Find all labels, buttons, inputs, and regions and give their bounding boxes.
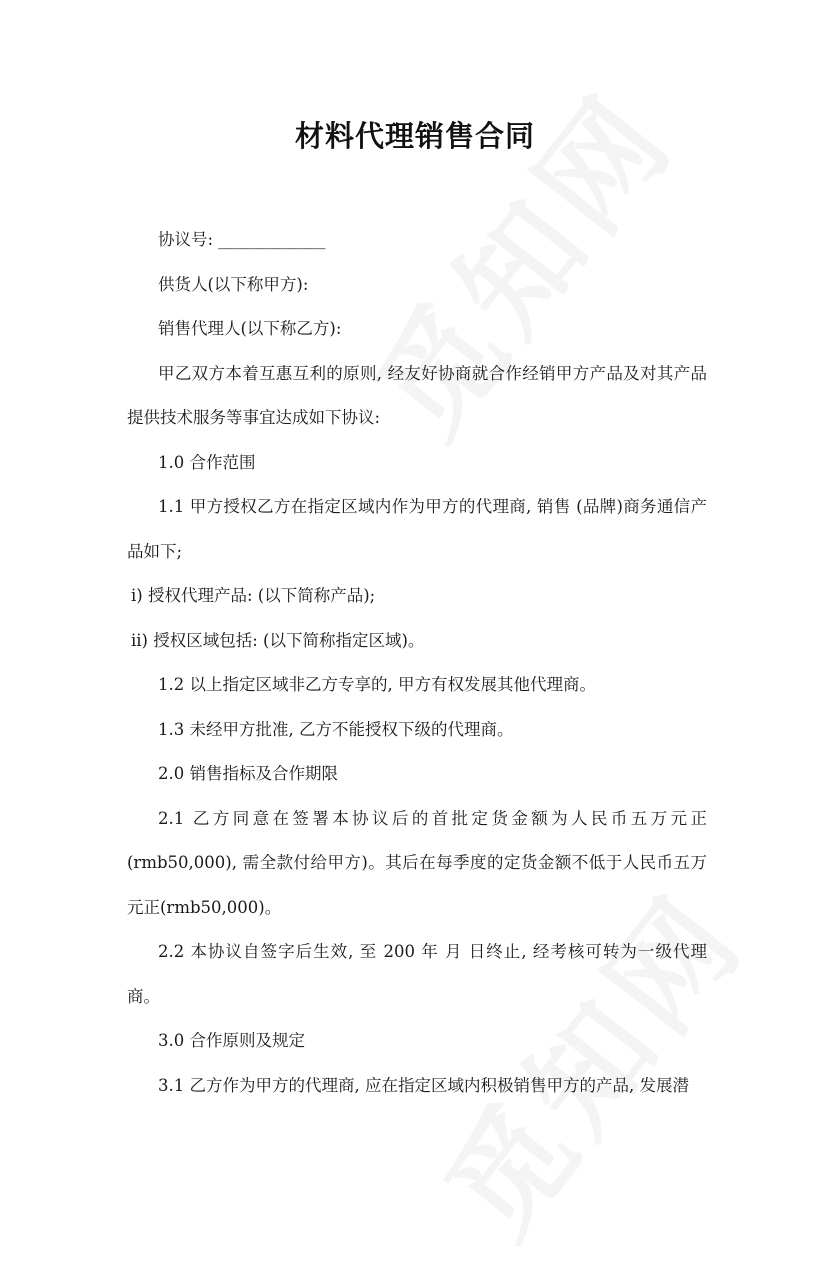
document-title: 材料代理销售合同 (294, 119, 535, 153)
document-body (127, 218, 707, 1108)
section-heading: 2.0 销售指标及合作期限 (158, 764, 338, 783)
agent-line: 销售代理人(以下称乙方): (158, 319, 342, 338)
clause-item: i) 授权代理产品: (以下简称产品); (131, 586, 376, 605)
clause-paragraph: 3.1 乙方作为甲方的代理商, 应在指定区域内积极销售甲方的产品, 发展潜 (158, 1075, 689, 1095)
clause-paragraph: 1.3 未经甲方批准, 乙方不能授权下级的代理商。 (158, 719, 514, 739)
clause-paragraph: 2.1 乙方同意在签署本协议后的首批定货金额为人民币五万元正(rmb50,000), 需全款付给甲方)。其后在每季度的定货金额不低于人民币五万元正(rmb50,000)。 (127, 808, 707, 917)
preamble-paragraph: 甲乙双方本着互惠互利的原则, 经友好协商就合作经销甲方产品及对其产品提供技术服务等事宜达成如下协议: (127, 363, 707, 427)
agreement-number: 协议号: _____________ (158, 230, 326, 249)
section-heading: 3.0 合作原则及规定 (158, 1031, 305, 1050)
clause-item: ii) 授权区域包括: (以下简称指定区域)。 (131, 630, 425, 650)
clause-paragraph: 1.1 甲方授权乙方在指定区域内作为甲方的代理商, 销售 (品牌)商务通信产品如下; (127, 497, 707, 561)
section-heading: 1.0 合作范围 (158, 452, 256, 472)
supplier-line: 供货人(以下称甲方): (158, 274, 309, 294)
clause-paragraph: 2.2 本协议自签字后生效, 至 200 年 月 日终止, 经考核可转为一级代理商。 (127, 942, 707, 1006)
clause-paragraph: 1.2 以上指定区域非乙方专享的, 甲方有权发展其他代理商。 (158, 675, 596, 694)
